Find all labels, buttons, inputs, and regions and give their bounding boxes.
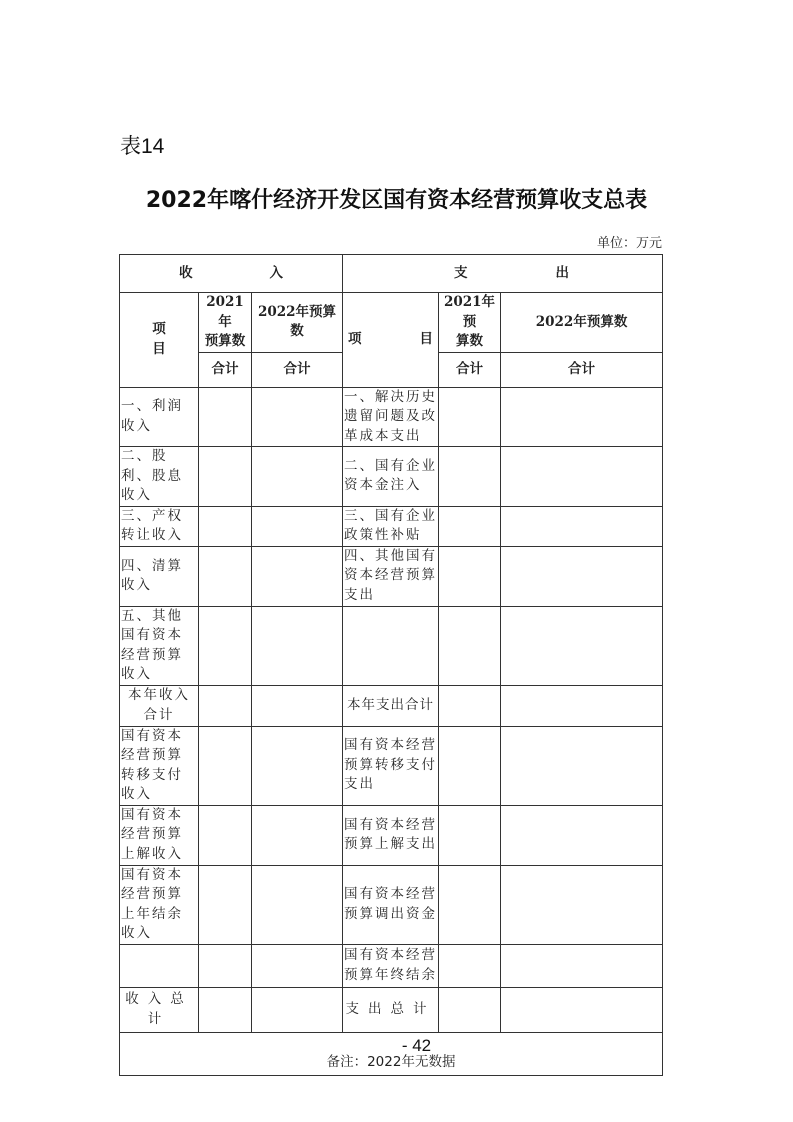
income-2021-cell bbox=[199, 546, 252, 606]
income-item-cell bbox=[120, 944, 199, 987]
income-2021-header-line1: 2021年 bbox=[206, 294, 244, 330]
table-row bbox=[120, 606, 663, 685]
expense-2022-cell bbox=[501, 987, 663, 1032]
income-item-cell: 三、产权转让收入 bbox=[120, 506, 199, 546]
note-text: 备注：2022年无数据 bbox=[120, 1032, 663, 1075]
expense-2021-cell bbox=[439, 606, 501, 685]
income-2022-cell bbox=[252, 447, 343, 507]
table-row bbox=[120, 865, 663, 944]
income-2022-cell bbox=[252, 865, 343, 944]
table-row bbox=[120, 546, 663, 606]
expense-2022-cell bbox=[501, 506, 663, 546]
expense-item-cell: 国有资本经营预算上解支出 bbox=[343, 805, 439, 865]
expense-2022-cell bbox=[501, 805, 663, 865]
income-item-cell: 国有资本经营预算上解收入 bbox=[120, 805, 199, 865]
expense-2021-cell bbox=[439, 865, 501, 944]
income-2022-cell bbox=[252, 387, 343, 447]
income-2022-cell bbox=[252, 506, 343, 546]
expense-2021-cell bbox=[439, 726, 501, 805]
expense-2022-cell bbox=[501, 606, 663, 685]
expense-2022-cell bbox=[501, 387, 663, 447]
income-group-header bbox=[120, 255, 343, 293]
expense-2021-cell bbox=[439, 387, 501, 447]
page-number: - 42 bbox=[401, 1036, 432, 1055]
expense-2021-cell bbox=[439, 805, 501, 865]
income-2022-subtotal-header: 合计 bbox=[252, 352, 343, 387]
expense-item-cell: 三、国有企业政策性补贴 bbox=[343, 506, 439, 546]
income-2021-cell bbox=[199, 506, 252, 546]
expense-item-cell: 二、国有企业资本金注入 bbox=[343, 447, 439, 507]
income-2022-cell bbox=[252, 685, 343, 726]
expense-2022-header: 2022年预算数 bbox=[501, 293, 663, 353]
expense-2021-cell bbox=[439, 447, 501, 507]
income-2021-header bbox=[199, 293, 252, 353]
expense-item-header-left: 项 bbox=[348, 331, 362, 347]
table-row bbox=[120, 447, 663, 507]
header-group-row bbox=[120, 255, 663, 293]
expense-item-cell: 国有资本经营预算调出资金 bbox=[343, 865, 439, 944]
expense-2022-cell bbox=[501, 865, 663, 944]
expense-2021-cell bbox=[439, 944, 501, 987]
income-item-header-line2: 目 bbox=[152, 340, 166, 357]
table-row-grand-total bbox=[120, 987, 663, 1032]
income-2021-cell bbox=[199, 865, 252, 944]
expense-2021-header-line1: 2021年预 bbox=[443, 294, 496, 330]
income-item-cell: 二、股利、股息收入 bbox=[120, 447, 199, 507]
income-2021-cell bbox=[199, 387, 252, 447]
expense-2021-cell bbox=[439, 987, 501, 1032]
expense-2022-cell bbox=[501, 546, 663, 606]
expense-2022-cell bbox=[501, 944, 663, 987]
income-item-cell: 本年收入合计 bbox=[120, 685, 199, 726]
table-row bbox=[120, 726, 663, 805]
header-column-row bbox=[120, 293, 663, 353]
expense-2022-cell bbox=[501, 726, 663, 805]
expense-item-cell: 本年支出合计 bbox=[343, 685, 439, 726]
income-item-cell: 五、其他国有资本经营预算收入 bbox=[120, 606, 199, 685]
income-item-header bbox=[120, 293, 199, 388]
income-2022-cell bbox=[252, 805, 343, 865]
income-item-cell: 收入总计 bbox=[120, 987, 199, 1032]
income-2022-cell bbox=[252, 944, 343, 987]
expense-2021-cell bbox=[439, 685, 501, 726]
table-row bbox=[120, 506, 663, 546]
income-2021-cell bbox=[199, 726, 252, 805]
income-2021-cell bbox=[199, 447, 252, 507]
expense-2021-cell bbox=[439, 506, 501, 546]
expense-item-cell: 支出总计 bbox=[343, 987, 439, 1032]
income-2021-cell bbox=[199, 805, 252, 865]
expense-item-header bbox=[343, 293, 439, 388]
unit-label: 单位：万元 bbox=[596, 236, 662, 251]
income-2021-subtotal-header: 合计 bbox=[199, 352, 252, 387]
income-group-char-1: 收 bbox=[179, 264, 193, 281]
expense-2021-subtotal-header: 合计 bbox=[439, 352, 501, 387]
expense-item-cell: 一、解决历史遗留问题及改革成本支出 bbox=[343, 387, 439, 447]
expense-item-cell: 国有资本经营预算转移支付支出 bbox=[343, 726, 439, 805]
income-group-char-2: 入 bbox=[269, 264, 284, 281]
income-2022-cell bbox=[252, 726, 343, 805]
expense-item-cell bbox=[343, 606, 439, 685]
expense-2021-cell bbox=[439, 546, 501, 606]
income-item-cell: 国有资本经营预算上年结余收入 bbox=[120, 865, 199, 944]
income-item-cell: 四、清算收入 bbox=[120, 546, 199, 606]
budget-summary-table bbox=[119, 254, 663, 1076]
expense-group-char-2: 出 bbox=[555, 264, 570, 281]
income-item-cell: 一、利润收入 bbox=[120, 387, 199, 447]
expense-item-cell: 四、其他国有资本经营预算支出 bbox=[343, 546, 439, 606]
table-row bbox=[120, 387, 663, 447]
income-2021-cell bbox=[199, 606, 252, 685]
document-title: 2022年喀什经济开发区国有资本经营预算收支总表 bbox=[145, 188, 648, 213]
expense-item-cell: 国有资本经营预算年终结余 bbox=[343, 944, 439, 987]
income-item-header-line1: 项 bbox=[152, 321, 166, 338]
expense-2022-cell bbox=[501, 447, 663, 507]
expense-group-char-1: 支 bbox=[454, 264, 468, 281]
income-2022-cell bbox=[252, 987, 343, 1032]
table-number-label: 表14 bbox=[120, 135, 165, 158]
expense-item-header-right: 目 bbox=[419, 331, 434, 347]
expense-2021-header bbox=[439, 293, 501, 353]
table-row bbox=[120, 944, 663, 987]
table-row bbox=[120, 805, 663, 865]
income-2021-cell bbox=[199, 944, 252, 987]
table-row-annual-total bbox=[120, 685, 663, 726]
expense-2022-subtotal-header: 合计 bbox=[501, 352, 663, 387]
expense-2021-header-line2: 算数 bbox=[456, 333, 484, 349]
income-2022-cell bbox=[252, 606, 343, 685]
income-2021-cell bbox=[199, 987, 252, 1032]
expense-2022-cell bbox=[501, 685, 663, 726]
income-2021-header-line2: 预算数 bbox=[204, 333, 246, 349]
income-2022-header: 2022年预算数 bbox=[252, 293, 343, 353]
income-2022-cell bbox=[252, 546, 343, 606]
income-2021-cell bbox=[199, 685, 252, 726]
expense-group-header bbox=[343, 255, 663, 293]
income-item-cell: 国有资本经营预算转移支付收入 bbox=[120, 726, 199, 805]
